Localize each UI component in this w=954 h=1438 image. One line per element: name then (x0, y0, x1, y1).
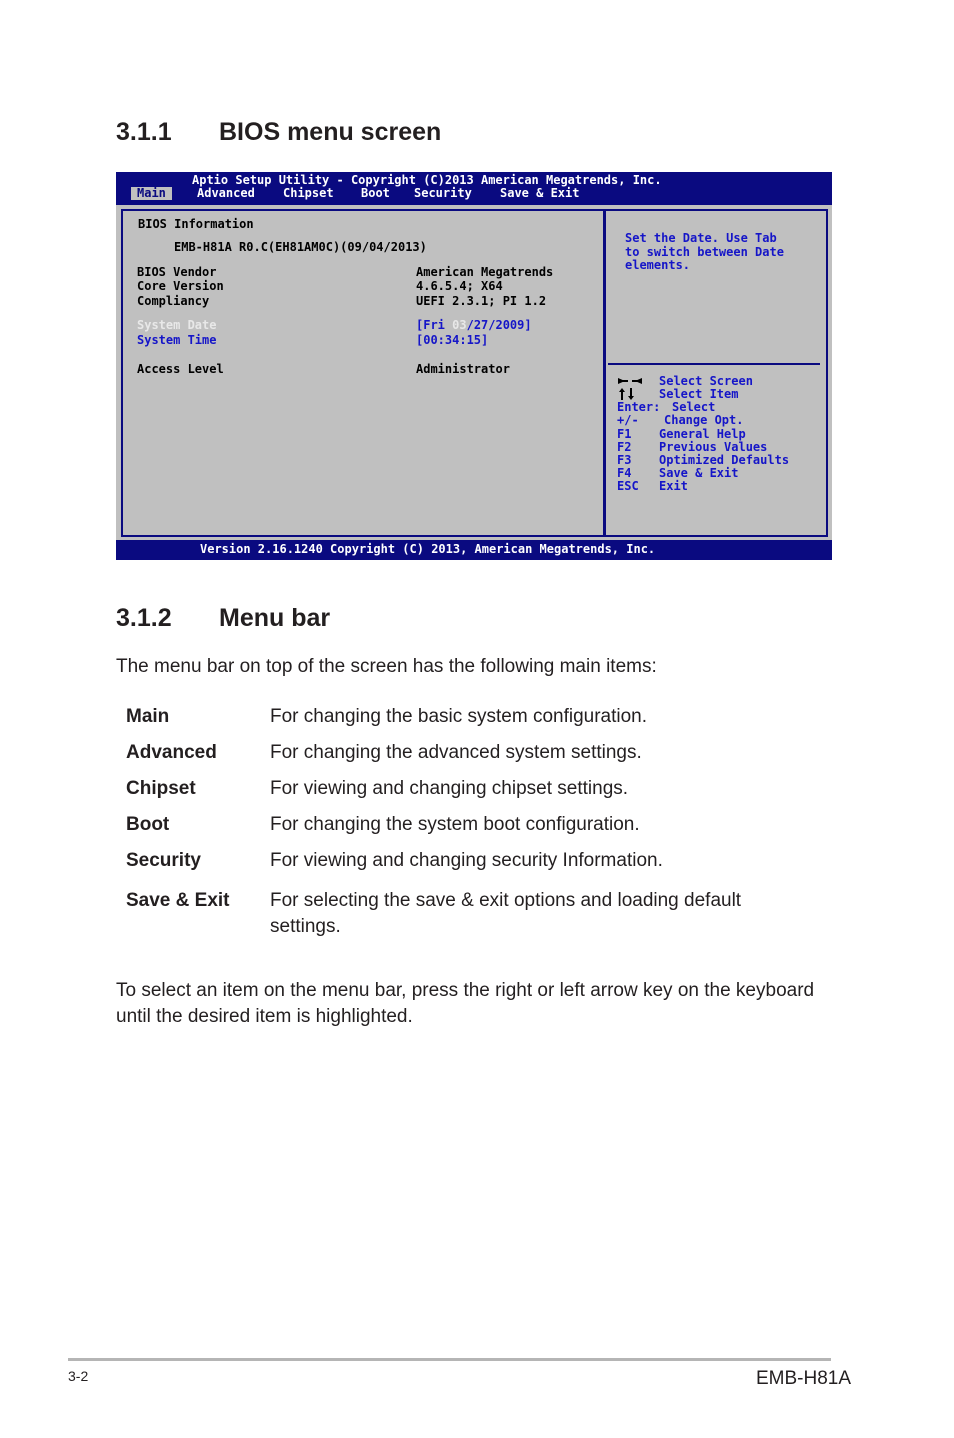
desc-advanced: For changing the advanced system settings. (270, 742, 642, 763)
term-chipset: Chipset (126, 778, 196, 799)
term-main: Main (126, 706, 170, 727)
key-f2: F2 (617, 440, 632, 454)
system-date-day: [Fri (416, 318, 453, 332)
bios-tab-advanced[interactable]: Advanced (197, 186, 255, 200)
intro-text: The menu bar on top of the screen has the following main items: (116, 656, 657, 677)
desc-save-exit-continued: settings. (270, 916, 341, 937)
section-number: 3.1.2 (116, 604, 172, 632)
bios-tab-boot[interactable]: Boot (361, 186, 390, 200)
term-save-exit: Save & Exit (126, 890, 230, 911)
desc-chipset: For viewing and changing chipset settings. (270, 778, 629, 799)
footer-page-number: 3-2 (68, 1368, 89, 1384)
board-version: EMB-H81A R0.C(EH81AM0C)(09/04/2013) (174, 240, 427, 254)
up-down-arrows-icon (618, 388, 636, 400)
term-boot: Boot (126, 814, 170, 835)
bios-information-label: BIOS Information (138, 217, 254, 231)
section-title: Menu bar (219, 604, 331, 632)
key-plus-minus: +/- (617, 413, 639, 427)
desc-save-exit: For selecting the save & exit options and loading default (270, 890, 742, 911)
closing-line-2: until the desired item is highlighted. (116, 1006, 413, 1027)
key-f1-desc: General Help (659, 427, 746, 441)
bios-version: Version 2.16.1240 Copyright (C) 2013, American Megatrends, Inc. (200, 542, 656, 556)
bios-version-bar (116, 540, 832, 560)
key-enter: Enter: (617, 400, 661, 414)
desc-security: For viewing and changing security Information. (270, 850, 663, 871)
help-divider (608, 363, 820, 365)
section-title: BIOS menu screen (219, 118, 442, 146)
key-enter-desc: Select (672, 400, 716, 414)
key-select-screen: Select Screen (659, 374, 753, 388)
bios-screen (116, 172, 832, 560)
desc-boot: For changing the system boot configuration. (270, 814, 640, 835)
help-line-3: elements. (625, 258, 691, 272)
help-line-1: Set the Date. Use Tab (625, 231, 777, 245)
system-time-value[interactable]: [00:34:15] (416, 333, 489, 347)
footer-model: EMB-H81A (756, 1368, 852, 1389)
key-f4: F4 (617, 466, 632, 480)
core-version-label: Core Version (137, 279, 224, 293)
key-esc: ESC (617, 479, 639, 493)
key-f2-desc: Previous Values (659, 440, 768, 454)
key-f1: F1 (617, 427, 632, 441)
system-time-label[interactable]: System Time (137, 333, 217, 347)
bios-title: Aptio Setup Utility - Copyright (C)2013 American Megatrends, Inc. (192, 173, 662, 187)
help-line-2: to switch between Date (625, 245, 784, 259)
access-level-value: Administrator (416, 362, 510, 376)
bios-vendor-label: BIOS Vendor (137, 265, 217, 279)
left-right-arrows-icon (618, 376, 642, 386)
compliancy-label: Compliancy (137, 294, 210, 308)
key-select-item: Select Item (659, 387, 739, 401)
system-date-value[interactable] (416, 319, 532, 332)
key-f4-desc: Save & Exit (659, 466, 739, 480)
term-security: Security (126, 850, 201, 871)
key-f3: F3 (617, 453, 632, 467)
closing-line-1: To select an item on the menu bar, press the right or left arrow key on the keyboard (116, 980, 815, 1001)
system-date-month: 03 (452, 318, 467, 332)
desc-main: For changing the basic system configuration. (270, 706, 648, 727)
key-f3-desc: Optimized Defaults (659, 453, 790, 467)
system-date-rest: 27/2009] (473, 318, 532, 332)
bios-title-bar (116, 172, 832, 205)
bios-vendor-value: American Megatrends (416, 265, 554, 279)
section-number: 3.1.1 (116, 118, 172, 146)
compliancy-value: UEFI 2.3.1; PI 1.2 (416, 294, 547, 308)
key-esc-desc: Exit (659, 479, 688, 493)
footer-rule (68, 1358, 831, 1361)
section-heading-bios-menu-screen (116, 118, 536, 150)
term-advanced: Advanced (126, 742, 217, 763)
access-level-label: Access Level (137, 362, 224, 376)
system-date-separator: / (466, 318, 474, 332)
bios-tab-chipset[interactable]: Chipset (283, 186, 334, 200)
key-plus-minus-desc: Change Opt. (664, 413, 744, 427)
system-date-label[interactable]: System Date (137, 318, 217, 332)
section-heading-menu-bar (116, 604, 436, 636)
bios-tab-main[interactable]: Main (131, 187, 172, 200)
core-version-value: 4.6.5.4; X64 (416, 279, 503, 293)
bios-tab-security[interactable]: Security (414, 186, 472, 200)
bios-tab-save-exit[interactable]: Save & Exit (500, 186, 580, 200)
